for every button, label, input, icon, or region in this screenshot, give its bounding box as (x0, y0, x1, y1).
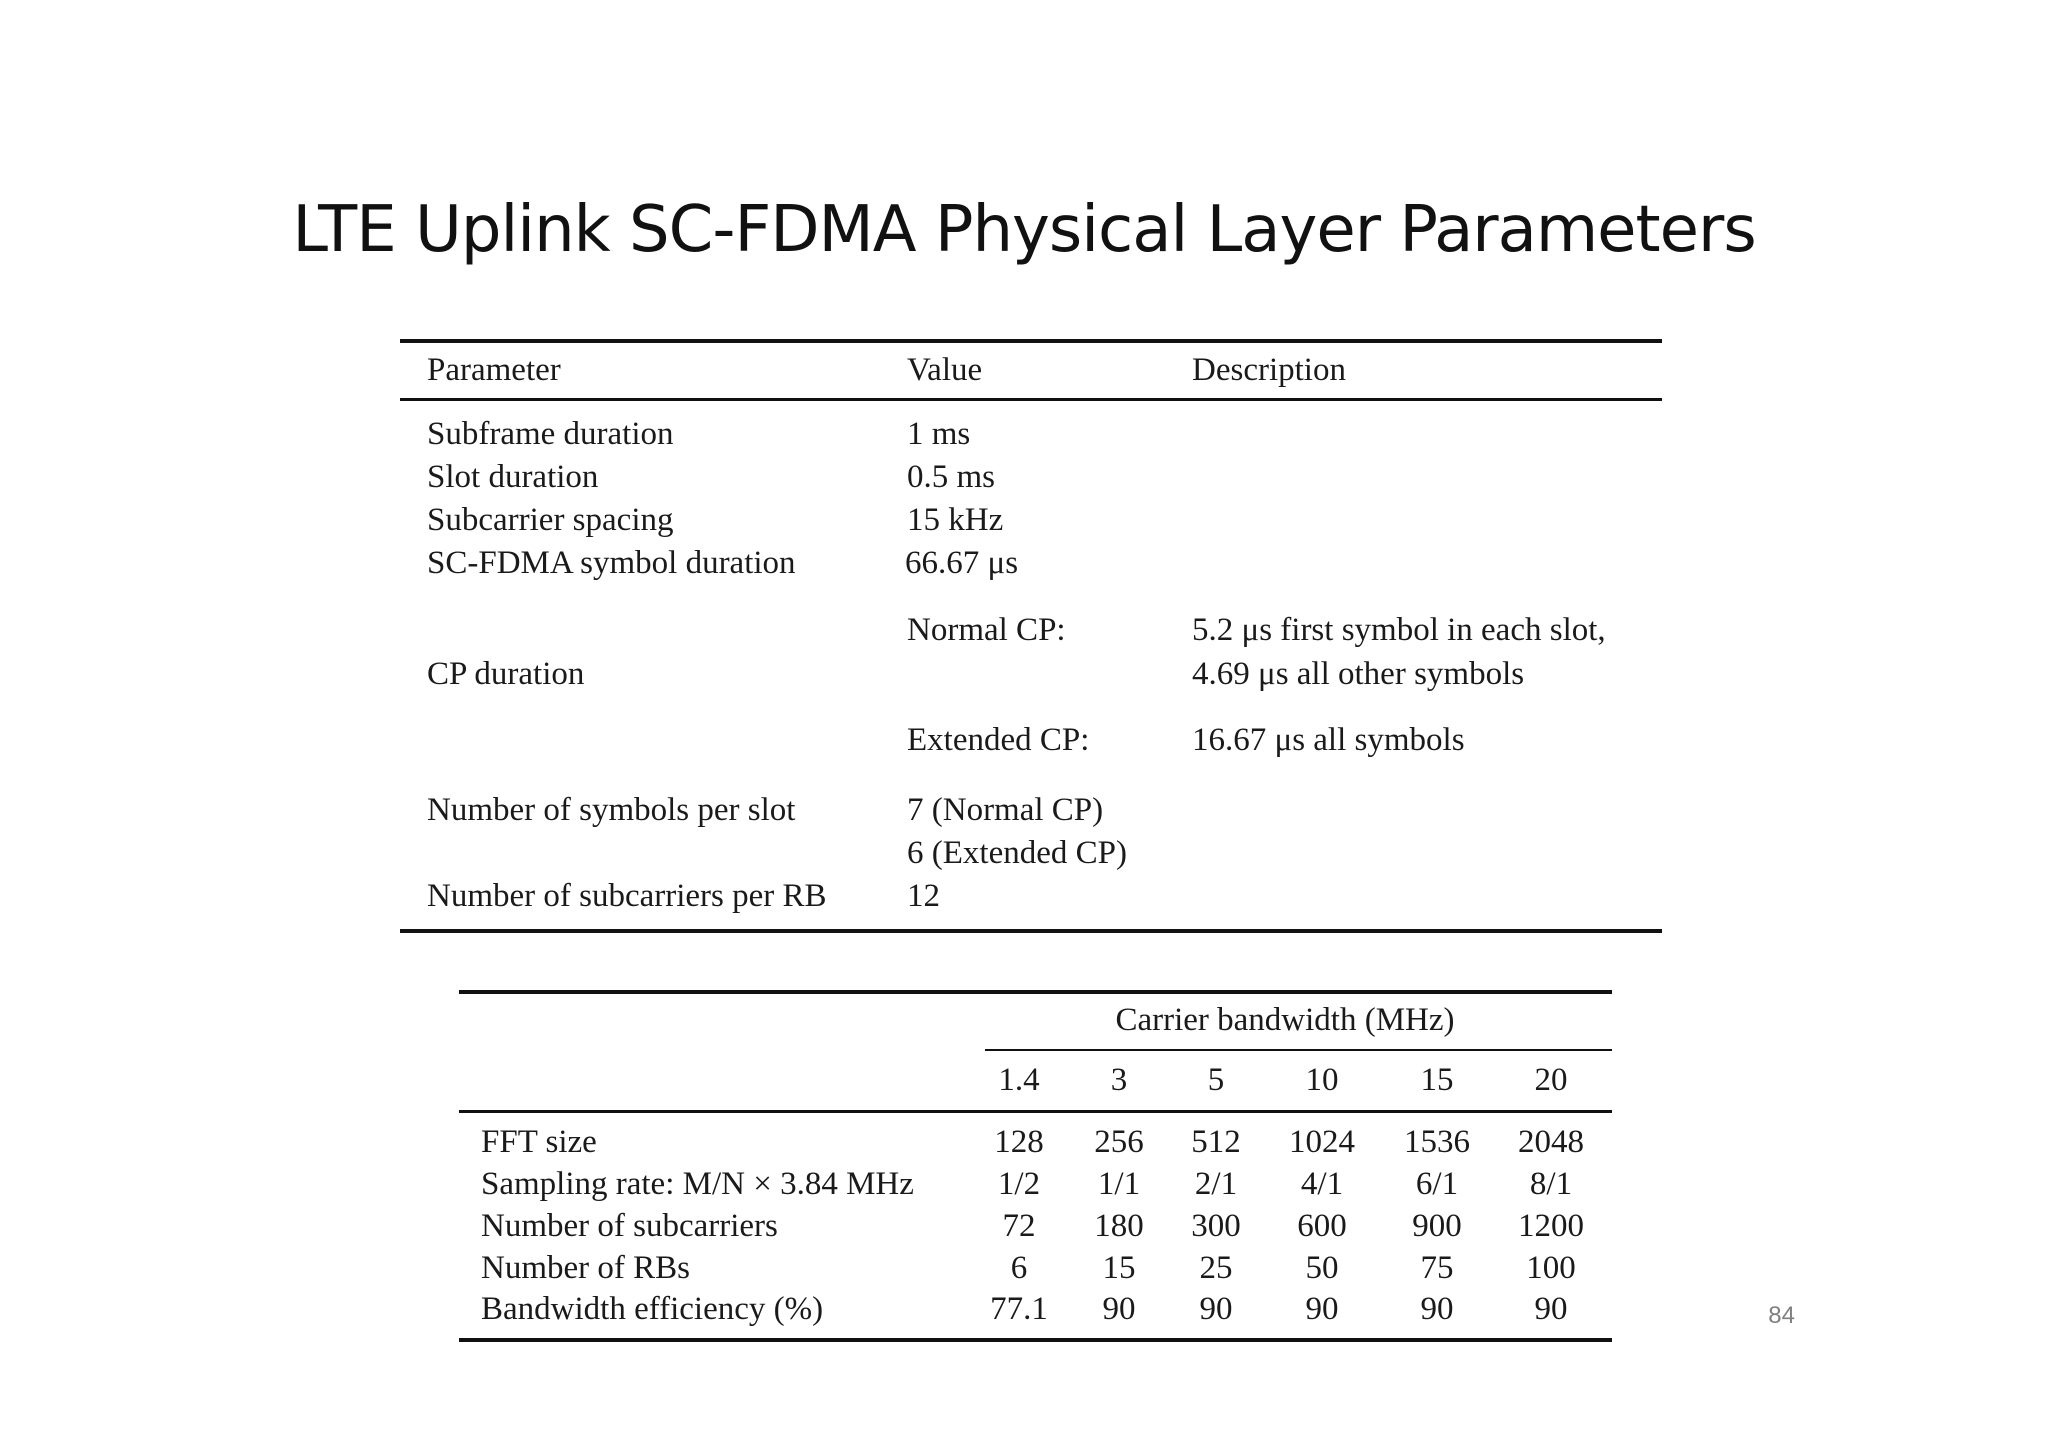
table2-bandwidth-header: 5 (1207, 1062, 1225, 1098)
table2-row-label: FFT size (481, 1124, 597, 1160)
table1-value-symbol-duration: 66.67 μs (905, 545, 1019, 581)
table2-cell: 2/1 (1194, 1166, 1238, 1202)
table2-top-rule (459, 990, 1612, 994)
table2-cell: 25 (1199, 1250, 1233, 1286)
table2-cell: 1/2 (997, 1166, 1041, 1202)
table1-value-symbols-per-slot-line2: 6 (Extended CP) (907, 835, 1127, 871)
table2-row-label: Number of subcarriers (481, 1208, 778, 1244)
table1-header-parameter: Parameter (427, 352, 561, 388)
slide-title: LTE Uplink SC-FDMA Physical Layer Parameters (292, 193, 1756, 267)
table2-cell: 72 (1002, 1208, 1036, 1244)
table1-value-symbols-per-slot-line1: 7 (Normal CP) (907, 792, 1104, 828)
table2-bandwidth-header: 10 (1305, 1062, 1339, 1098)
table2-cell: 90 (1305, 1291, 1339, 1327)
table1-value-subcarrier-spacing: 15 kHz (907, 502, 1004, 538)
table1-param-subcarrier-spacing: Subcarrier spacing (427, 502, 674, 538)
table2-bandwidth-header: 3 (1110, 1062, 1128, 1098)
table2-row-label: Bandwidth efficiency (%) (481, 1291, 824, 1327)
table1-param-symbols-per-slot: Number of symbols per slot (427, 792, 796, 828)
table2-cell: 1200 (1518, 1208, 1584, 1244)
table2-header-rule (459, 1110, 1612, 1113)
table1-value-subframe-duration: 1 ms (907, 416, 971, 452)
table1-desc-normal-cp-line2: 4.69 μs all other symbols (1192, 656, 1525, 692)
table1-top-rule (400, 339, 1662, 343)
table1-desc-normal-cp-line1: 5.2 μs first symbol in each slot, (1192, 612, 1606, 648)
table2-cell: 4/1 (1300, 1166, 1344, 1202)
table1-value-subcarriers-per-rb: 12 (907, 878, 940, 914)
table2-cell: 1024 (1289, 1124, 1355, 1160)
table1-value-normal-cp: Normal CP: (907, 612, 1066, 648)
table1-param-subcarriers-per-rb: Number of subcarriers per RB (427, 878, 827, 914)
table1-header-rule (400, 398, 1662, 401)
table2-cell: 1/1 (1097, 1166, 1141, 1202)
page-number: 84 (1768, 1302, 1795, 1329)
table2-cell: 180 (1094, 1208, 1144, 1244)
table2-cell: 600 (1297, 1208, 1347, 1244)
table1-value-extended-cp: Extended CP: (907, 722, 1090, 758)
table1-param-symbol-duration: SC-FDMA symbol duration (427, 545, 796, 581)
table1-param-cp-duration: CP duration (427, 656, 585, 692)
table2-cell: 256 (1094, 1124, 1144, 1160)
table2-row-label: Sampling rate: M/N × 3.84 MHz (481, 1166, 914, 1202)
table2-cell: 128 (994, 1124, 1044, 1160)
table2-cell: 77.1 (990, 1291, 1048, 1327)
table1-header-value: Value (907, 352, 983, 388)
table2-cell: 90 (1534, 1291, 1568, 1327)
table2-cell: 100 (1526, 1250, 1576, 1286)
table1-bottom-rule (400, 929, 1662, 933)
table2-row-label: Number of RBs (481, 1250, 690, 1286)
table2-cell: 512 (1191, 1124, 1241, 1160)
table2-cell: 6/1 (1415, 1166, 1459, 1202)
table2-cell: 50 (1305, 1250, 1339, 1286)
table2-group-header: Carrier bandwidth (MHz) (1115, 1002, 1455, 1038)
table2-cell: 8/1 (1529, 1166, 1573, 1202)
table2-cell: 6 (1010, 1250, 1028, 1286)
table2-cell: 75 (1420, 1250, 1454, 1286)
table2-bandwidth-header: 20 (1534, 1062, 1568, 1098)
table2-cell: 1536 (1404, 1124, 1470, 1160)
table2-cell: 90 (1102, 1291, 1136, 1327)
table2-cell: 2048 (1518, 1124, 1584, 1160)
table1-param-subframe-duration: Subframe duration (427, 416, 674, 452)
table1-desc-extended-cp: 16.67 μs all symbols (1192, 722, 1465, 758)
table2-cell: 15 (1102, 1250, 1136, 1286)
table2-bottom-rule (459, 1338, 1612, 1342)
table1-param-slot-duration: Slot duration (427, 459, 599, 495)
table2-cell: 300 (1191, 1208, 1241, 1244)
table2-cell: 90 (1199, 1291, 1233, 1327)
table1-header-description: Description (1192, 352, 1346, 388)
table2-bandwidth-header: 1.4 (998, 1062, 1040, 1098)
table2-group-rule (985, 1049, 1612, 1051)
table2-cell: 900 (1412, 1208, 1462, 1244)
table2-cell: 90 (1420, 1291, 1454, 1327)
table2-bandwidth-header: 15 (1420, 1062, 1454, 1098)
table1-value-slot-duration: 0.5 ms (907, 459, 996, 495)
